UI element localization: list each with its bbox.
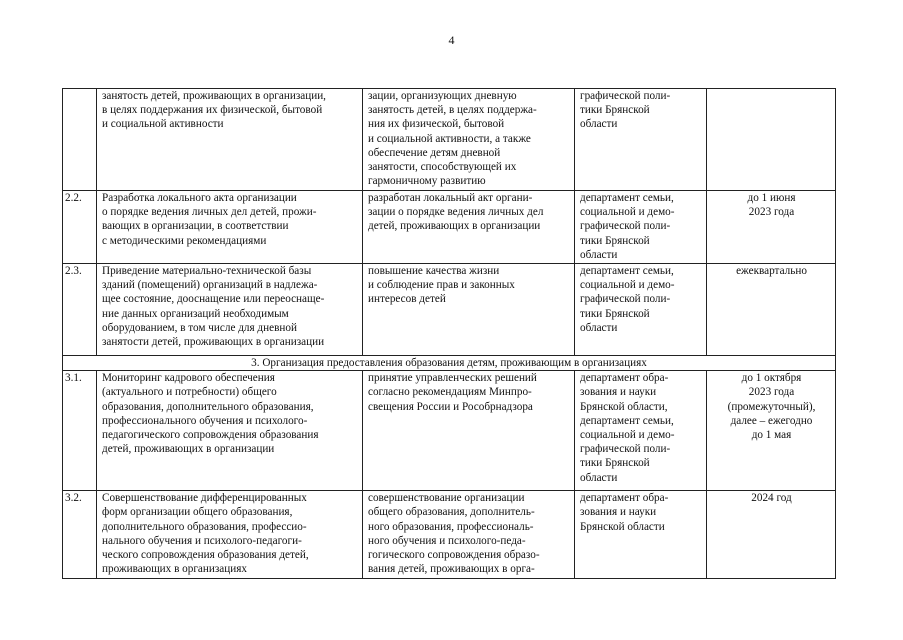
responsible-cell: департамент обра- зования и науки Брянской области, департамент семьи, социальной и демо- графической поли- тики Брянской области	[575, 371, 707, 491]
page-number: 4	[448, 33, 455, 47]
result-cell: зации, организующих дневную занятость детей, в целях поддержа- ния их физической, бытовой и социальной активности, а также обеспечение детям дневной занятости, способствующей их гармоничному развитию	[363, 89, 575, 191]
deadline-cell: ежеквартально	[707, 264, 836, 356]
activity-cell: Совершенствование дифференцированных форм организации общего образования, дополнительного образования, профессио- нального обучения и психолого-педагоги- ческого сопровождения образования детей, проживающих в организациях	[97, 491, 363, 579]
section-title: 3. Организация предоставления образования детям, проживающим в организациях	[63, 356, 836, 371]
row-number: 3.1.	[63, 371, 97, 491]
table-row	[63, 371, 836, 491]
deadline-cell: до 1 октября 2023 года (промежуточный), далее – ежегодно до 1 мая	[707, 371, 836, 491]
result-cell: принятие управленческих решений согласно рекомендациям Минпро- свещения России и Рособрнадзора	[363, 371, 575, 491]
deadline-cell: до 1 июня 2023 года	[707, 191, 836, 264]
activity-cell: Приведение материально-технической базы зданий (помещений) организаций в надлежа- щее состояние, дооснащение или переоснаще- ние данных организаций необходимым оборудованием, в том числе для дневной занятости детей, проживающих в организации	[97, 264, 363, 356]
table-row	[63, 264, 836, 356]
deadline-cell: 2024 год	[707, 491, 836, 579]
row-number: 3.2.	[63, 491, 97, 579]
responsible-cell: департамент обра- зования и науки Брянской области	[575, 491, 707, 579]
responsible-cell: департамент семьи, социальной и демо- графической поли- тики Брянской области	[575, 264, 707, 356]
table-row	[63, 89, 836, 191]
responsible-cell: графической поли- тики Брянской области	[575, 89, 707, 191]
row-number	[63, 89, 97, 191]
deadline-cell	[707, 89, 836, 191]
result-cell: повышение качества жизни и соблюдение прав и законных интересов детей	[363, 264, 575, 356]
section-header-row	[63, 356, 836, 371]
result-cell: совершенствование организации общего образования, дополнитель- ного образования, профессиональ- ного обучения и психолого-педа- гогического сопровождения образо- вания детей, проживающих в орга-	[363, 491, 575, 579]
responsible-cell: департамент семьи, социальной и демо- графической поли- тики Брянской области	[575, 191, 707, 264]
row-number: 2.3.	[63, 264, 97, 356]
activity-cell: Разработка локального акта организации о порядке ведения личных дел детей, прожи- вающих в организации, в соответствии с методическими рекомендациями	[97, 191, 363, 264]
table-row	[63, 491, 836, 579]
measures-table	[62, 88, 836, 579]
activity-cell: Мониторинг кадрового обеспечения (актуального и потребности) общего образования, дополнительного образования, профессионального обучения и психолого- педагогического сопровождения образования детей, проживающих в организации	[97, 371, 363, 491]
activity-cell: занятость детей, проживающих в организации, в целях поддержания их физической, бытовой и социальной активности	[97, 89, 363, 191]
table-row	[63, 191, 836, 264]
result-cell: разработан локальный акт органи- зации о порядке ведения личных дел детей, проживающих в организации	[363, 191, 575, 264]
row-number: 2.2.	[63, 191, 97, 264]
